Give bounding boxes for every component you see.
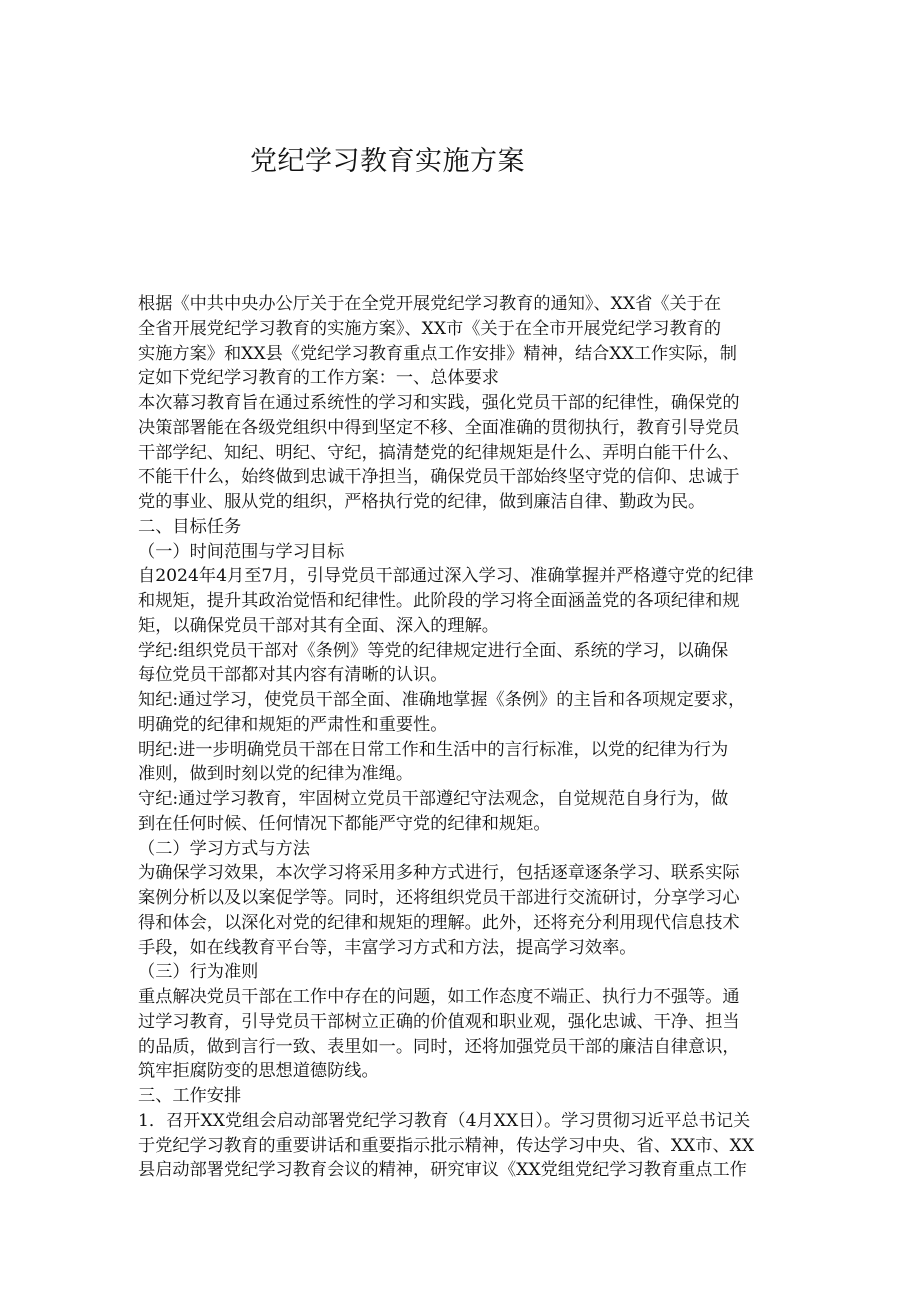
body-line: 过学习教育，引导党员干部树立正确的价值观和职业观，强化忠诚、干净、担当 [138,1011,740,1032]
body-line: 明确党的纪律和规矩的严肃性和重要性。 [138,714,448,735]
body-line: 得和体会，以深化对党的纪律和规矩的理解。此外，还将充分利用现代信息技术 [138,912,740,933]
body-line: 矩，以确保党员干部对其有全面、深入的理解。 [138,615,499,636]
body-line: 根据《中共中央办公厅关于在全党开展党纪学习教育的通知》、XX省《关于在 [138,294,722,314]
body-line: 1．召开XX党组会启动部署党纪学习教育（4月XX日）。学习贯彻习近平总书记关 [138,1110,751,1131]
body-line: 每位党员干部都对其内容有清晰的认识。 [138,665,448,686]
body-line: 守纪:通过学习教育，牢固树立党员干部遵纪守法观念，自觉规范自身行为，做 [138,789,729,809]
body-line: 自2024年4月至7月，引导党员干部通过深入学习、准确掌握并严格遵守党的纪律 [138,566,754,587]
body-line: 党的事业、服从党的组织，严格执行党的纪律，做到廉洁自律、勤政为民。 [138,492,706,512]
section-heading: 三、工作安排 [138,1086,242,1106]
body-line: 准则，做到时刻以党的纪律为准绳。 [138,764,414,785]
body-line: 不能干什么，始终做到忠诚干净担当，确保党员干部始终坚守党的信仰、忠诚于 [138,467,740,488]
body-line: 干部学纪、知纪、明纪、守纪，搞清楚党的纪律规矩是什么、弄明白能干什么、 [138,442,740,463]
body-line: 知纪:通过学习，使党员干部全面、准确地掌握《条例》的主旨和各项规定要求， [138,690,746,710]
body-line: 为确保学习效果，本次学习将采用多种方式进行，包括逐章逐条学习、联系实际 [138,863,740,884]
section-heading: 二、目标任务 [138,516,242,537]
subsection-heading: （二）学习方式与方法 [138,838,310,859]
body-line: 案例分析以及以案促学等。同时，还将组织党员干部进行交流研讨，分享学习心 [138,888,740,908]
document-body [138,292,788,1183]
body-line: 实施方案》和XX县《党纪学习教育重点工作安排》精神，结合XX工作实际，制 [138,343,737,364]
body-line: 定如下党纪学习教育的工作方案：一、总体要求 [138,368,499,389]
body-line: 于党纪学习教育的重要讲话和重要指示批示精神，传达学习中央、省、XX市、XX [138,1135,755,1156]
body-line: 决策部署能在各级党组织中得到坚定不移、全面准确的贯彻执行，教育引导党员 [138,417,740,438]
body-line: 本次幕习教育旨在通过系统性的学习和实践，强化党员干部的纪律性，确保党的 [138,393,740,413]
body-line: 全省开展党纪学习教育的实施方案》、XX市《关于在全市开展党纪学习教育的 [138,318,722,339]
body-line: 手段，如在线教育平台等，丰富学习方式和方法，提高学习效率。 [138,937,637,958]
body-line: 明纪:进一步明确党员干部在日常工作和生活中的言行标准，以党的纪律为行为 [138,739,729,760]
body-line: 重点解决党员干部在工作中存在的问题，如工作态度不端正、执行力不强等。通 [138,987,740,1007]
body-line: 县启动部署党纪学习教育会议的精神，研究审议《XX党组党纪学习教育重点工作 [138,1160,747,1181]
subsection-heading: （三）行为准则 [138,962,259,983]
body-line: 的品质，做到言行一致、表里如一。同时，还将加强党员干部的廉洁自律意识， [138,1036,740,1057]
body-line: 筑牢拒腐防变的思想道德防线。 [138,1061,379,1082]
subsection-heading: （一）时间范围与学习目标 [138,541,345,562]
body-line: 学纪:组织党员干部对《条例》等党的纪律规定进行全面、系统的学习，以确保 [138,640,729,661]
document-title: 党纪学习教育实施方案 [250,146,525,177]
body-line: 到在任何时候、任何情况下都能严守党的纪律和规矩。 [138,813,551,834]
body-line: 和规矩，提升其政治觉悟和纪律性。此阶段的学习将全面涵盖党的各项纪律和规 [138,591,740,611]
